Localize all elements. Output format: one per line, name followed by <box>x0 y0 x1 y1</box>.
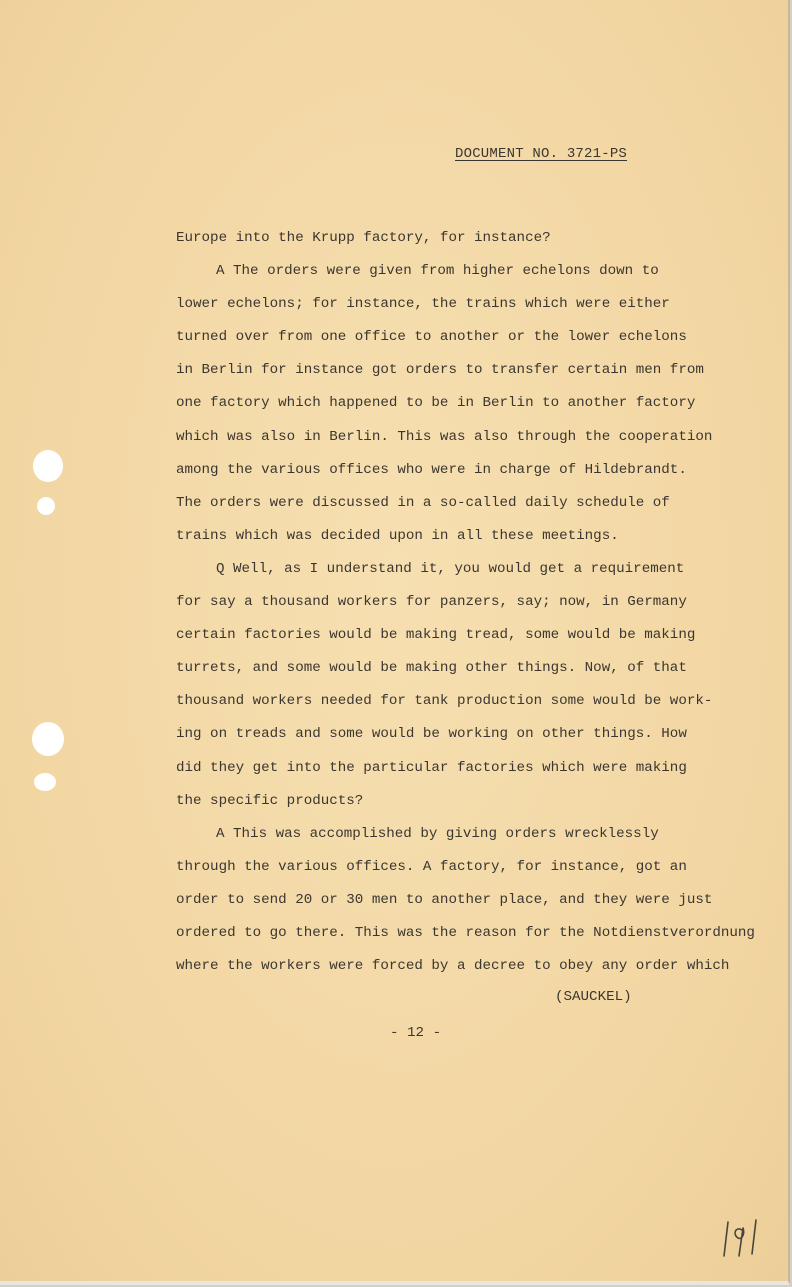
text-line: through the various offices. A factory, for instance, got an <box>176 858 687 875</box>
signature-name: (SAUCKEL) <box>555 989 632 1005</box>
text-line: one factory which happened to be in Berlin to another factory <box>176 395 696 412</box>
text-line: A This was accomplished by giving orders wrecklessly <box>216 825 659 842</box>
punch-hole-bottom <box>32 722 64 756</box>
document-number: DOCUMENT NO. 3721-PS <box>455 146 628 162</box>
text-line: for say a thousand workers for panzers, say; now, in Germany <box>176 594 687 611</box>
text-line: did they get into the particular factories which were making <box>176 759 687 776</box>
text-line: trains which was decided upon in all these meetings. <box>176 527 619 544</box>
text-line: ordered to go there. This was the reason for the Notdienstverordnung <box>176 924 755 941</box>
text-line: thousand workers needed for tank production some would be work- <box>176 693 713 710</box>
page-number: - 12 - <box>390 1025 442 1041</box>
document-body <box>176 227 756 988</box>
text-line: which was also in Berlin. This was also through the cooperation <box>176 428 713 445</box>
text-line: certain factories would be making tread, some would be making <box>176 627 696 644</box>
text-line: in Berlin for instance got orders to transfer certain men from <box>176 362 704 379</box>
text-line: lower echelons; for instance, the trains which were either <box>176 296 670 313</box>
text-line: A The orders were given from higher echelons down to <box>216 263 659 280</box>
punch-hole-top-small <box>37 497 55 515</box>
text-line: order to send 20 or 30 men to another place, and they were just <box>176 891 713 908</box>
handwritten-page-number-stamp <box>722 1216 766 1260</box>
text-line: The orders were discussed in a so-called daily schedule of <box>176 494 670 511</box>
text-line: turrets, and some would be making other things. Now, of that <box>176 660 687 677</box>
text-line: among the various offices who were in charge of Hildebrandt. <box>176 461 687 478</box>
punch-hole-top <box>33 450 63 482</box>
punch-hole-bottom-small <box>34 773 56 791</box>
text-line: ing on treads and some would be working on other things. How <box>176 726 687 743</box>
text-line: where the workers were forced by a decree to obey any order which <box>176 958 730 975</box>
text-line: Europe into the Krupp factory, for instance? <box>176 230 551 246</box>
text-line: turned over from one office to another or the lower echelons <box>176 329 687 346</box>
text-line: the specific products? <box>176 792 364 809</box>
text-line: Q Well, as I understand it, you would get a requirement <box>216 560 685 577</box>
